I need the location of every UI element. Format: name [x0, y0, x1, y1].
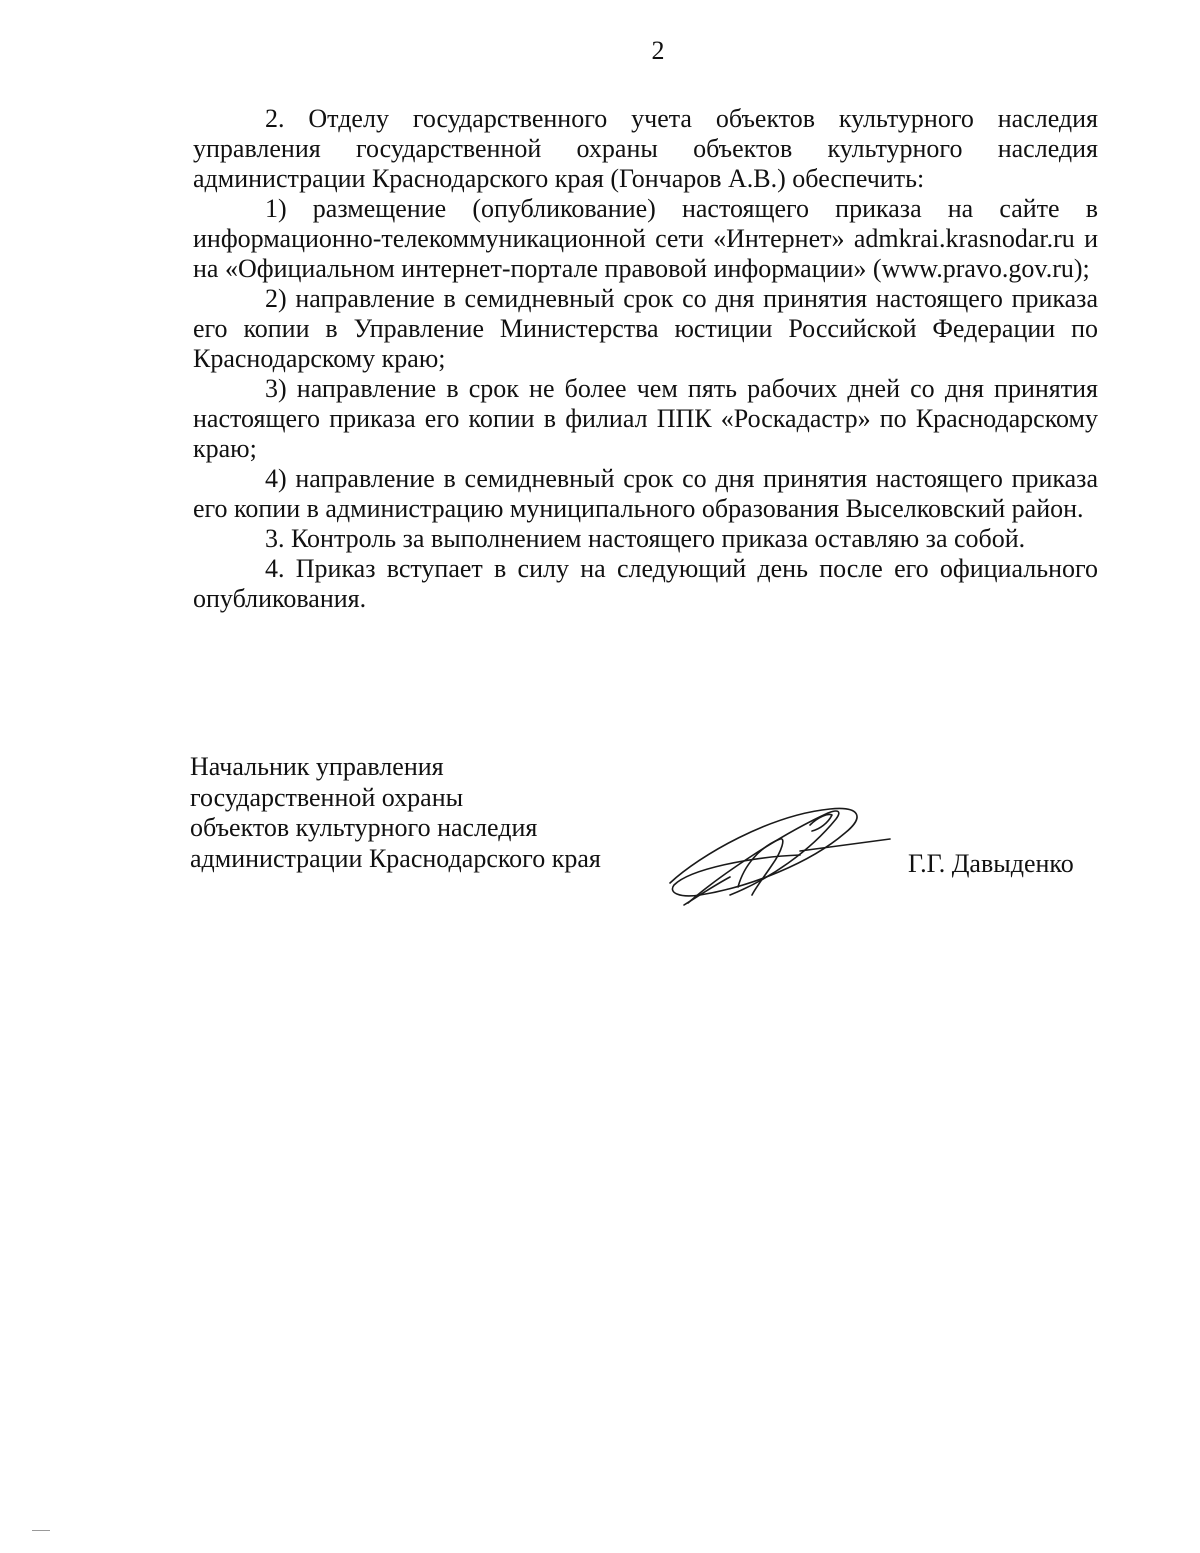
position-line: администрации Краснодарского края [190, 843, 601, 873]
handwritten-signature [660, 795, 900, 915]
scan-artifact-mark [32, 1530, 50, 1531]
position-line: объектов культурного наследия [190, 813, 538, 842]
position-line: Начальник управления [190, 752, 444, 781]
paragraph-subitem-3: 3) направление в срок не более чем пять рабочих дней со дня принятия настоящего приказа его копии в филиал ППК «Роскадастр» по Краснодарскому краю; [193, 374, 1098, 463]
paragraph-subitem-2: 2) направление в семидневный срок со дня принятия настоящего приказа его копии в Управление Министерства юстиции Российской Федерации по Краснодарскому краю; [193, 284, 1098, 373]
paragraph-subitem-1: 1) размещение (опубликование) настоящего приказа на сайте в информационно-телекоммуникационной сети «Интернет» admkrai.krasnodar.ru и на «Официальном интернет-портале правовой информации» (www.pravo.gov.ru); [193, 194, 1098, 283]
signatory-position [190, 752, 630, 874]
signer-name: Г.Г. Давыденко [908, 849, 1074, 878]
paragraph-subitem-4: 4) направление в семидневный срок со дня принятия настоящего приказа его копии в администрацию муниципального образования Выселковский район. [193, 464, 1098, 523]
page-number: 2 [651, 36, 665, 65]
position-line: государственной охраны [190, 782, 464, 812]
paragraph-item-2: 2. Отделу государственного учета объектов культурного наследия управления государственной охраны объектов культурного наследия администрации Краснодарского края (Гончаров А.В.) обеспечить: [193, 104, 1098, 193]
document-body [193, 104, 1098, 614]
paragraph-item-4: 4. Приказ вступает в силу на следующий день после его официального опубликования. [193, 554, 1098, 613]
paragraph-item-3: 3. Контроль за выполнением настоящего приказа оставляю за собой. [265, 524, 1026, 553]
